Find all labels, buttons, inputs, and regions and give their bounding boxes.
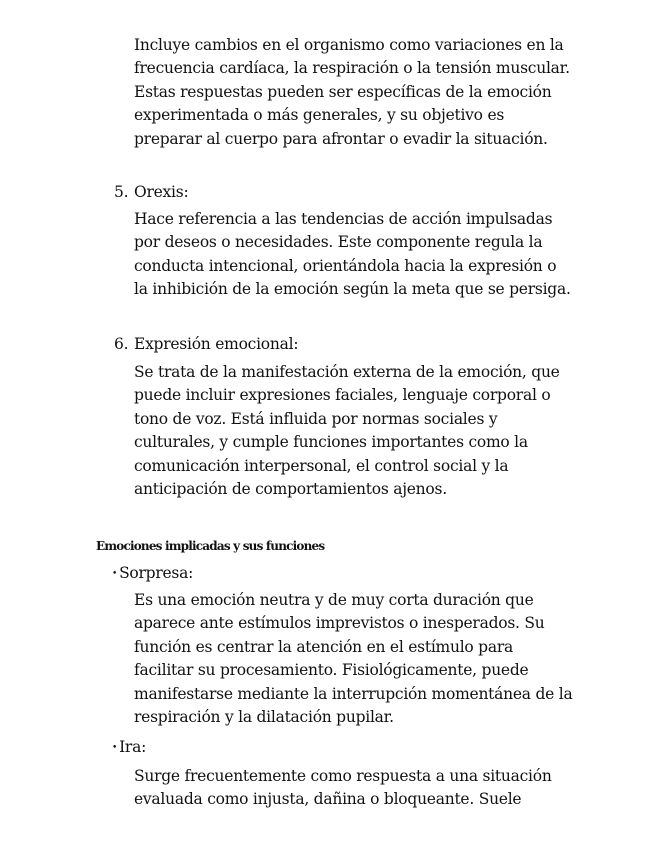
list-number: 6. <box>114 335 129 353</box>
bullet-icon: • <box>112 742 118 753</box>
paragraph-sorpresa: Es una emoción neutra y de muy corta duración que aparece ante estímulos imprevistos o inesperados. Su función es centrar la atención en el estímulo para facilitar su procesamiento. Fisiológicamente, puede manifestarse mediante la interrupción momentánea de la respiración y la dilatación pupilar. <box>134 591 573 727</box>
section-heading: Emociones implicadas y sus funciones <box>96 539 325 553</box>
bullet-icon: • <box>112 568 118 579</box>
list-item-expresion <box>114 333 298 356</box>
list-item-label: Ira: <box>119 738 147 756</box>
list-item-orexis <box>114 181 188 204</box>
list-item-label: Orexis: <box>134 183 189 201</box>
paragraph-orexis: Hace referencia a las tendencias de acción impulsadas por deseos o necesidades. Este componente regula la conducta intencional, orientándola hacia la expresión o la inhibición de la emoción según la meta que se persiga. <box>134 210 571 299</box>
list-number: 5. <box>114 183 129 201</box>
list-item-label: Expresión emocional: <box>134 335 299 353</box>
list-item-label: Sorpresa: <box>119 564 194 582</box>
list-item-ira <box>112 736 146 760</box>
paragraph-fisiologia: Incluye cambios en el organismo como variaciones en la frecuencia cardíaca, la respiración o la tensión muscular. Estas respuestas pueden ser específicas de la emoción experimentada o más generales, y su objetivo es preparar al cuerpo para afrontar o evadir la situación. <box>134 36 570 148</box>
list-item-sorpresa <box>112 562 193 586</box>
paragraph-expresion: Se trata de la manifestación externa de la emoción, que puede incluir expresiones faciales, lenguaje corporal o tono de voz. Está influida por normas sociales y culturales, y cumple funciones importantes como la comunicación interpersonal, el control social y la anticipación de comportamientos ajenos. <box>134 363 560 499</box>
paragraph-ira: Surge frecuentemente como respuesta a una situación evaluada como injusta, dañina o bloqueante. Suele <box>134 767 552 809</box>
